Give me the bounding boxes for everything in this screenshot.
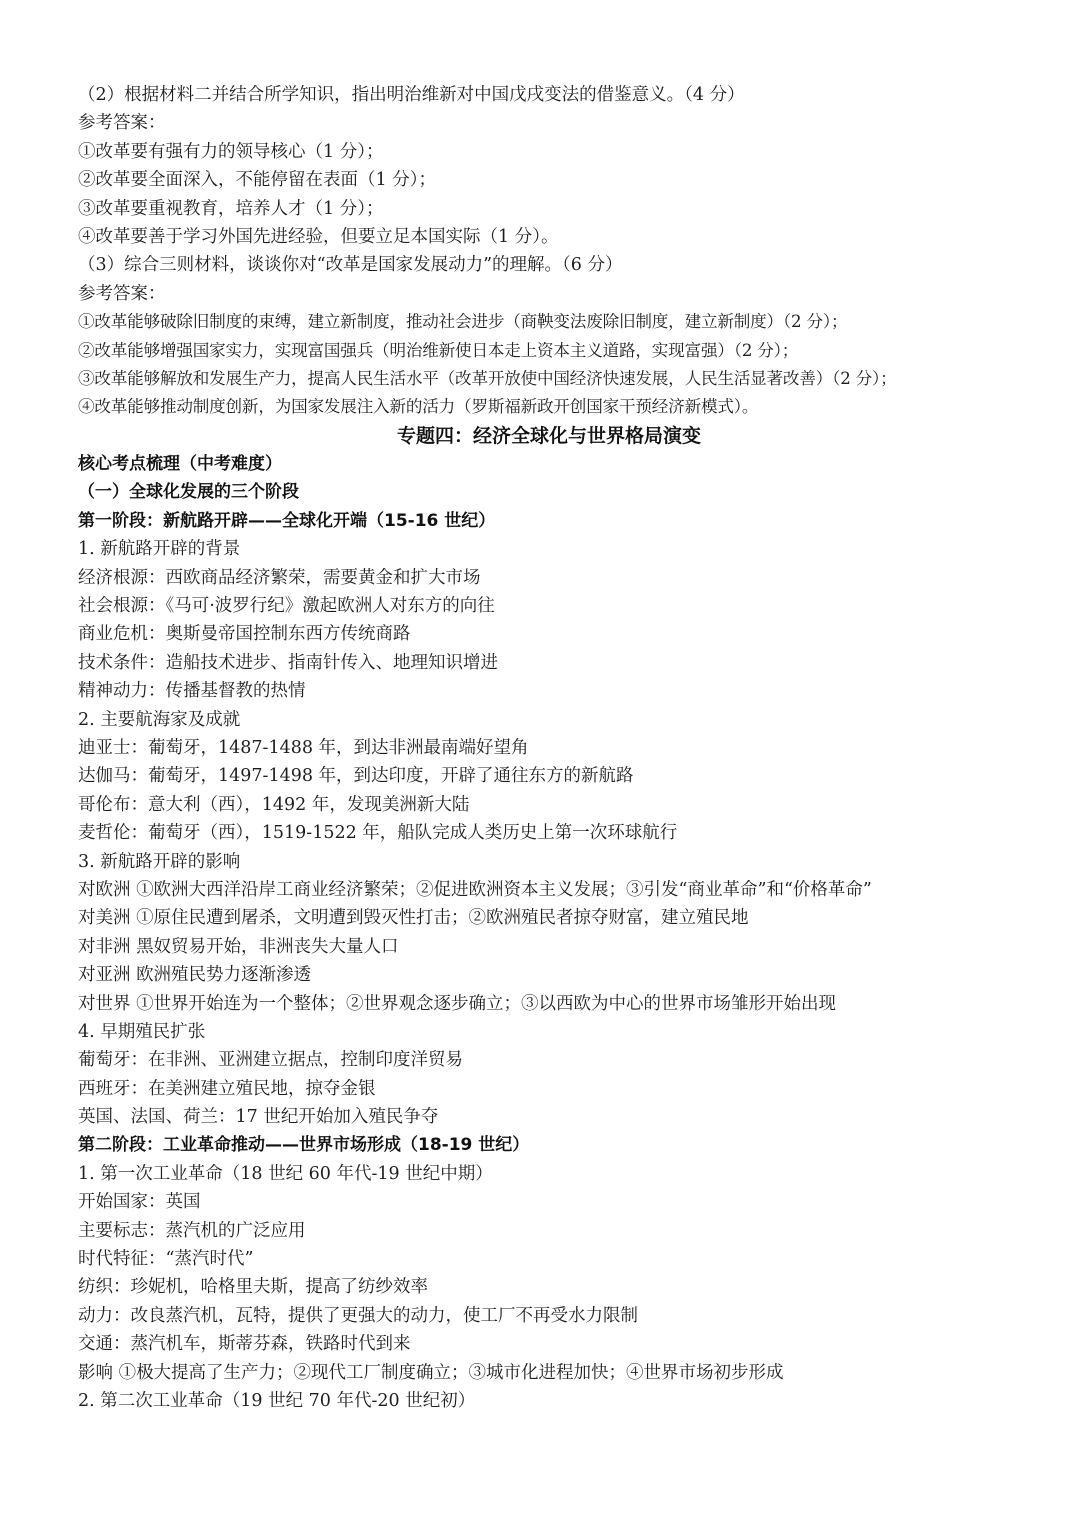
list-item: 对非洲 黑奴贸易开始，非洲丧失大量人口 <box>78 936 399 957</box>
answer-item: ④改革要善于学习外国先进经验，但要立足本国实际（1 分）。 <box>78 226 559 247</box>
stage-1-heading: 第一阶段：新航路开辟——全球化开端（15-16 世纪） <box>78 510 496 531</box>
answer-item: ②改革能够增强国家实力，实现富国强兵（明治维新使日本走上资本主义道路，实现富强）（2 分）； <box>78 340 799 360</box>
answer-item: ④改革能够推动制度创新，为国家发展注入新的活力（罗斯福新政开创国家干预经济新模式）。 <box>78 397 759 417</box>
subsection-title: 4. 早期殖民扩张 <box>78 1021 206 1042</box>
list-item: 动力：改良蒸汽机，瓦特，提供了更强大的动力，使工厂不再受水力限制 <box>78 1305 638 1326</box>
subsection-title: 3. 新航路开辟的影响 <box>78 851 241 872</box>
topic-title: 专题四：经济全球化与世界格局演变 <box>396 424 701 447</box>
subsection-title: 2. 第二次工业革命（19 世纪 70 年代-20 世纪初） <box>78 1390 476 1411</box>
answer-label: 参考答案： <box>78 113 166 134</box>
list-item: 对亚洲 欧洲殖民势力逐渐渗透 <box>78 965 312 986</box>
list-item: 哥伦布：意大利（西），1492 年，发现美洲新大陆 <box>78 794 470 815</box>
answer-item: ③改革要重视教育，培养人才（1 分）； <box>78 198 384 219</box>
list-item: 主要标志：蒸汽机的广泛应用 <box>78 1220 306 1241</box>
list-item: 对美洲 ①原住民遭到屠杀，文明遭到毁灭性打击；②欧洲殖民者掠夺财富，建立殖民地 <box>78 908 749 929</box>
list-item: 社会根源：《马可·波罗行纪》激起欧洲人对东方的向往 <box>78 596 495 617</box>
list-item: 技术条件：造船技术进步、指南针传入、地理知识增进 <box>78 652 498 673</box>
subsection-title: 1. 第一次工业革命（18 世纪 60 年代-19 世纪中期） <box>78 1163 493 1184</box>
list-item: 纺织：珍妮机，哈格里夫斯，提高了纺纱效率 <box>78 1277 428 1298</box>
section-heading: （一）全球化发展的三个阶段 <box>78 482 299 503</box>
question-3-prompt: （3）综合三则材料，谈谈你对“改革是国家发展动力”的理解。（6 分） <box>78 255 623 276</box>
answer-item: ①改革能够破除旧制度的束缚，建立新制度，推动社会进步（商鞅变法废除旧制度，建立新制度）（2 分）； <box>78 312 848 332</box>
answer-item: ②改革要全面深入，不能停留在表面（1 分）； <box>78 170 436 191</box>
list-item: 开始国家：英国 <box>78 1192 201 1213</box>
list-item: 对世界 ①世界开始连为一个整体；②世界观念逐步确立；③以西欧为中心的世界市场雏形开始出现 <box>78 993 837 1014</box>
list-item: 迪亚士：葡萄牙，1487-1488 年，到达非洲最南端好望角 <box>78 737 529 758</box>
list-item: 经济根源：西欧商品经济繁荣，需要黄金和扩大市场 <box>78 567 481 588</box>
list-item: 精神动力：传播基督教的热情 <box>78 681 306 702</box>
list-item: 影响 ①极大提高了生产力；②现代工厂制度确立；③城市化进程加快；④世界市场初步形成 <box>78 1362 784 1383</box>
list-item: 麦哲伦：葡萄牙（西），1519-1522 年，船队完成人类历史上第一次环球航行 <box>78 823 678 844</box>
list-item: 交通：蒸汽机车，斯蒂芬森，铁路时代到来 <box>78 1334 411 1355</box>
subsection-title: 1. 新航路开辟的背景 <box>78 539 241 560</box>
list-item: 英国、法国、荷兰：17 世纪开始加入殖民争夺 <box>78 1107 439 1128</box>
list-item: 对欧洲 ①欧洲大西洋沿岸工商业经济繁荣；②促进欧洲资本主义发展；③引发“商业革命”和“价格革命” <box>78 879 872 900</box>
answer-item: ①改革要有强有力的领导核心（1 分）； <box>78 141 384 162</box>
answer-label: 参考答案： <box>78 283 166 304</box>
answer-item: ③改革能够解放和发展生产力，提高人民生活水平（改革开放使中国经济快速发展，人民生活显著改善）（2 分）； <box>78 368 897 388</box>
list-item: 商业危机：奥斯曼帝国控制东西方传统商路 <box>78 624 411 645</box>
stage-2-heading: 第二阶段：工业革命推动——世界市场形成（18-19 世纪） <box>78 1135 530 1156</box>
list-item: 西班牙：在美洲建立殖民地，掠夺金银 <box>78 1078 376 1099</box>
core-heading: 核心考点梳理（中考难度） <box>78 454 282 475</box>
list-item: 葡萄牙：在非洲、亚洲建立据点，控制印度洋贸易 <box>78 1050 463 1071</box>
list-item: 时代特征：“蒸汽时代” <box>78 1249 254 1270</box>
question-2-prompt: （2）根据材料二并结合所学知识，指出明治维新对中国戊戌变法的借鉴意义。（4 分） <box>78 85 745 105</box>
list-item: 达伽马：葡萄牙，1497-1498 年，到达印度，开辟了通往东方的新航路 <box>78 766 634 787</box>
subsection-title: 2. 主要航海家及成就 <box>78 709 241 730</box>
